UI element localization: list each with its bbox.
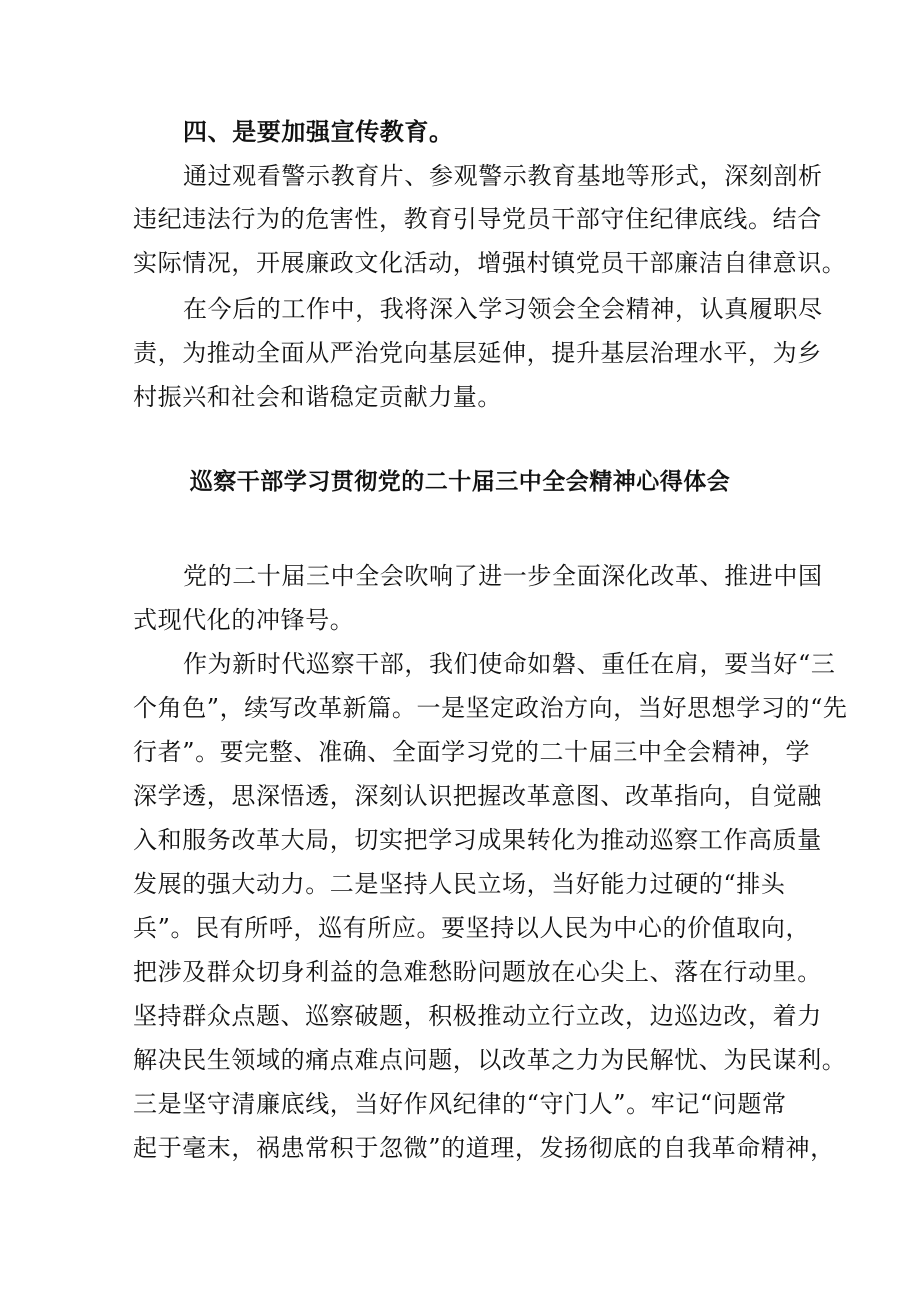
article-title: 巡察干部学习贯彻党的二十届三中全会精神心得体会: [189, 469, 731, 495]
paragraph-line: 起于毫末，祸患常积于忽微”的道理，发扬彻底的自我革命精神，: [133, 1134, 835, 1162]
paragraph-line: 三是坚守清廉底线，当好作风纪律的“守门人”。牢记“问题常: [133, 1090, 787, 1118]
paragraph-line: 行者”。要完整、准确、全面学习党的二十届三中全会精神，学: [133, 738, 811, 766]
paragraph-line: 村振兴和社会和谐稳定贡献力量。: [133, 383, 502, 411]
paragraph-line: 实际情况，开展廉政文化活动，增强村镇党员干部廉洁自律意识。: [133, 249, 847, 277]
paragraph-line: 深学透，思深悟透，深刻认识把握改革意图、改革指向，自觉融: [133, 782, 822, 810]
paragraph-line: 把涉及群众切身利益的急难愁盼问题放在心尖上、落在行动里。: [133, 958, 822, 986]
paragraph-line: 违纪违法行为的危害性，教育引导党员干部守住纪律底线。结合: [133, 205, 822, 233]
paragraph-line: 责，为推动全面从严治党向基层延伸，提升基层治理水平，为乡: [133, 339, 822, 367]
section-heading: 四、是要加强宣传教育。: [183, 118, 454, 146]
paragraph-line: 兵”。民有所呼，巡有所应。要坚持以人民为中心的价值取向，: [133, 914, 811, 942]
paragraph-line: 发展的强大动力。二是坚持人民立场，当好能力过硬的“排头: [133, 870, 786, 898]
paragraph-line: 作为新时代巡察干部，我们使命如磐、重任在肩，要当好“三: [183, 650, 836, 678]
paragraph-line: 入和服务改革大局，切实把学习成果转化为推动巡察工作高质量: [133, 826, 822, 854]
paragraph-line: 式现代化的冲锋号。: [133, 606, 355, 634]
paragraph-line: 解决民生领域的痛点难点问题，以改革之力为民解忧、为民谋利。: [133, 1046, 847, 1074]
paragraph-line: 在今后的工作中，我将深入学习领会全会精神，认真履职尽: [183, 295, 823, 323]
paragraph-line: 坚持群众点题、巡察破题，积极推动立行立改，边巡边改，着力: [133, 1002, 822, 1030]
paragraph-line: 通过观看警示教育片、参观警示教育基地等形式，深刻剖析: [183, 162, 823, 190]
paragraph-line: 党的二十届三中全会吹响了进一步全面深化改革、推进中国: [183, 562, 823, 590]
paragraph-line: 个角色”，续写改革新篇。一是坚定政治方向，当好思想学习的“先: [133, 694, 848, 722]
